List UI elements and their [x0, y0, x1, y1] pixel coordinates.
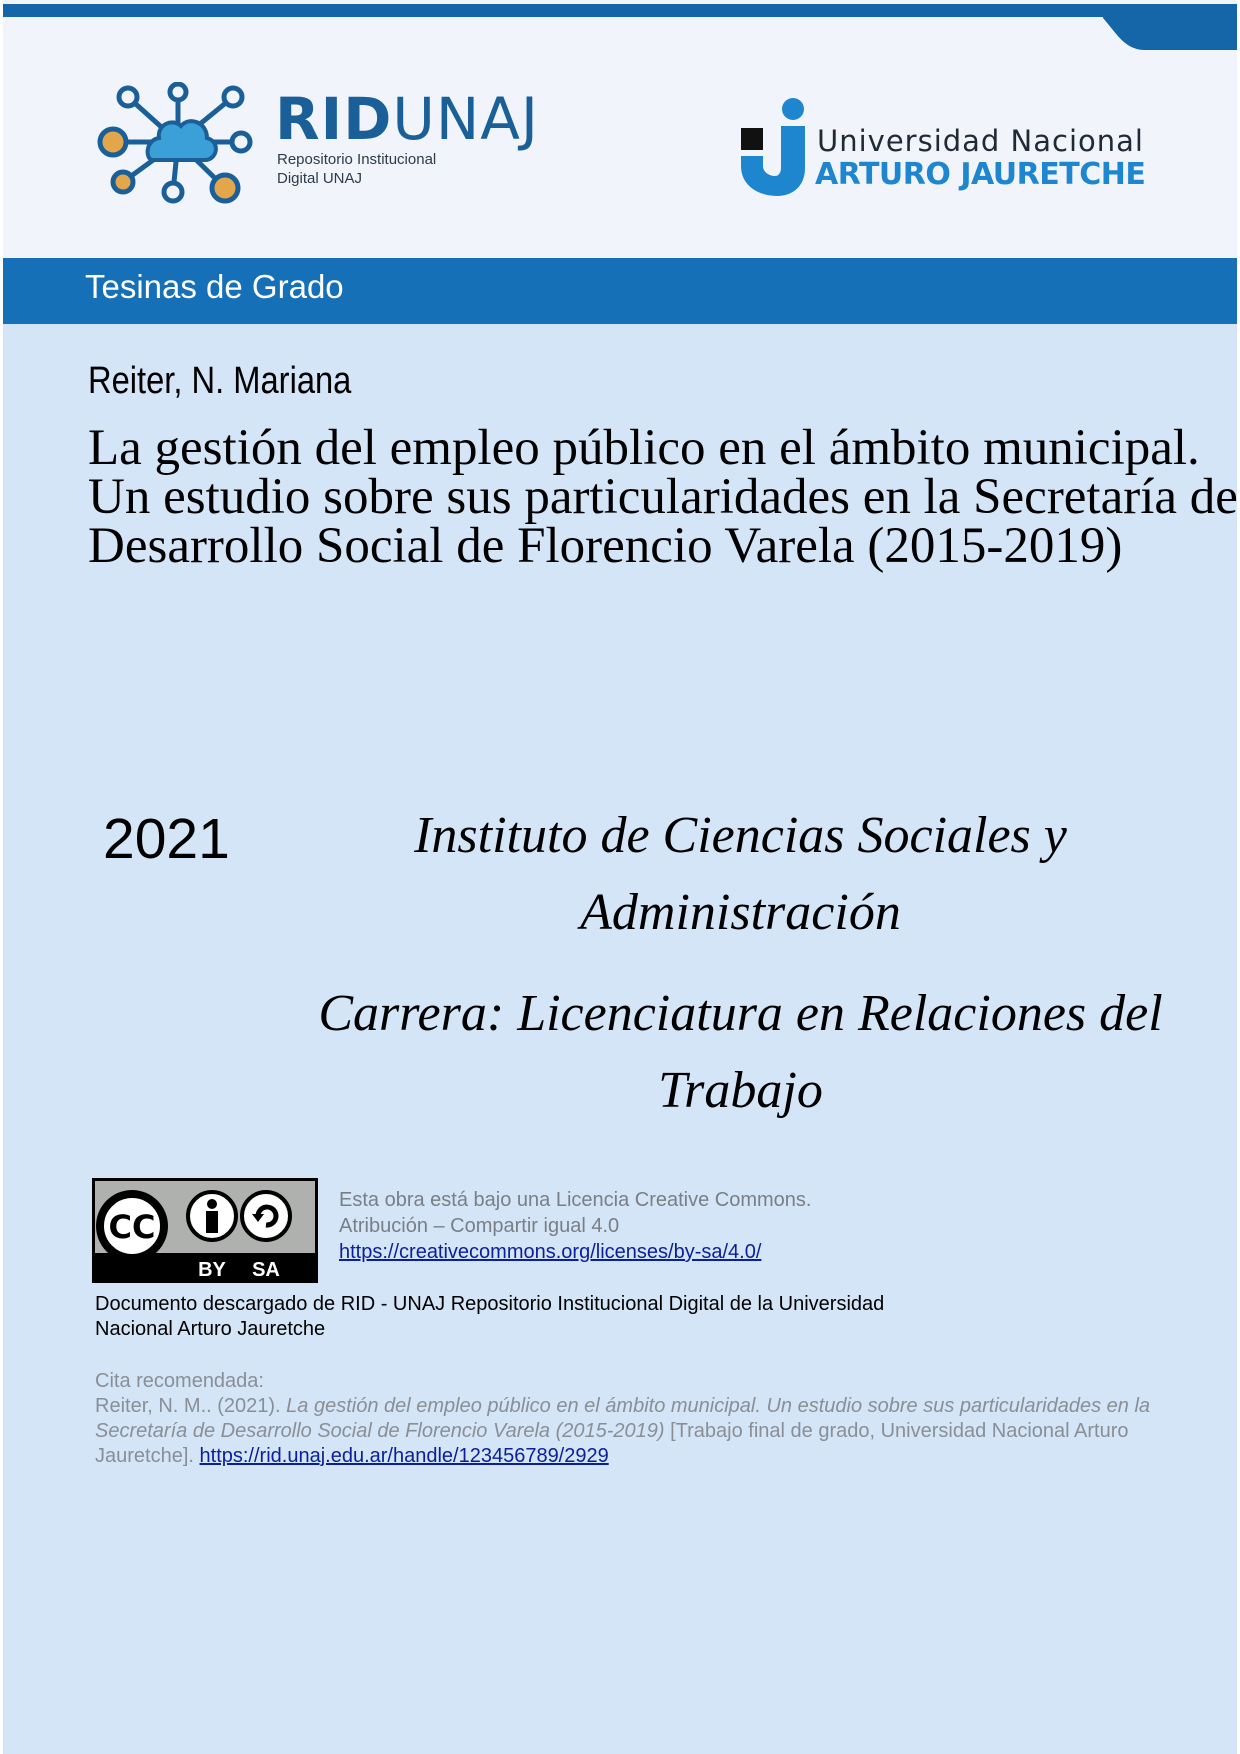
license-line1: Esta obra está bajo una Licencia Creative Commons. — [339, 1189, 812, 1211]
sa-label: SA — [252, 1259, 280, 1281]
unaj-j-icon — [741, 98, 813, 198]
top-stripe — [3, 4, 1237, 17]
rid-subtitle — [277, 150, 436, 188]
publication-year: 2021 — [103, 807, 230, 871]
author-name: Reiter, N. Mariana — [88, 360, 352, 402]
download-note-line2: Nacional Arturo Jauretche — [95, 1318, 326, 1340]
download-note-line1: Documento descargado de RID - UNAJ Repositorio Institucional Digital de la Universidad — [95, 1293, 885, 1315]
document-page — [3, 0, 1237, 1754]
recommended-citation — [95, 1369, 1215, 1469]
cc-by-sa-icon — [92, 1178, 318, 1283]
citation-prefix: Reiter, N. M.. (2021). — [95, 1395, 287, 1417]
corner-decoration — [1103, 4, 1237, 50]
citation-title: La gestión del empleo público en el ámbito municipal. Un estudio sobre sus particularidades en la Secretaría de Desarrollo Social de Florencio Varela (2015-2019) — [95, 1395, 1151, 1442]
career-name: Carrera: Licenciatura en Relaciones del Trabajo — [318, 985, 1163, 1119]
citation-heading: Cita recomendada: — [95, 1370, 264, 1392]
rid-subtitle-line2: Digital UNAJ — [277, 170, 363, 187]
rid-brand — [275, 85, 540, 153]
document-title: La gestión del empleo público en el ámbito municipal. Un estudio sobre sus particularidades en la Secretaría de Desarrollo Social de Florencio Varela (2015-2019) — [88, 420, 1238, 574]
university-name-line2: ARTURO JAURETCHE — [815, 157, 1146, 192]
citation-suffix: [Trabajo final de grado, Universidad Nacional Arturo Jauretche]. — [95, 1420, 1129, 1467]
citation-body — [95, 1394, 1215, 1469]
license-link[interactable]: https://creativecommons.org/licenses/by-sa/4.0/ — [339, 1241, 762, 1263]
institute-name: Instituto de Ciencias Sociales y Administración — [414, 807, 1067, 941]
cloud-network-icon — [93, 82, 263, 206]
citation-link[interactable]: https://rid.unaj.edu.ar/handle/123456789/2929 — [199, 1445, 609, 1467]
university-name-line1: Universidad Nacional — [817, 124, 1144, 158]
section-label: Tesinas de Grado — [85, 268, 344, 305]
rid-subtitle-line1: Repositorio Institucional — [277, 151, 437, 168]
license-line2: Atribución – Compartir igual 4.0 — [339, 1215, 620, 1237]
download-note — [95, 1292, 884, 1342]
rid-brand-bold: RID — [275, 85, 393, 153]
rid-brand-light: UNAJ — [392, 85, 540, 153]
license-text — [339, 1187, 811, 1265]
by-label: BY — [198, 1259, 226, 1281]
cc-label: CC — [108, 1208, 156, 1246]
